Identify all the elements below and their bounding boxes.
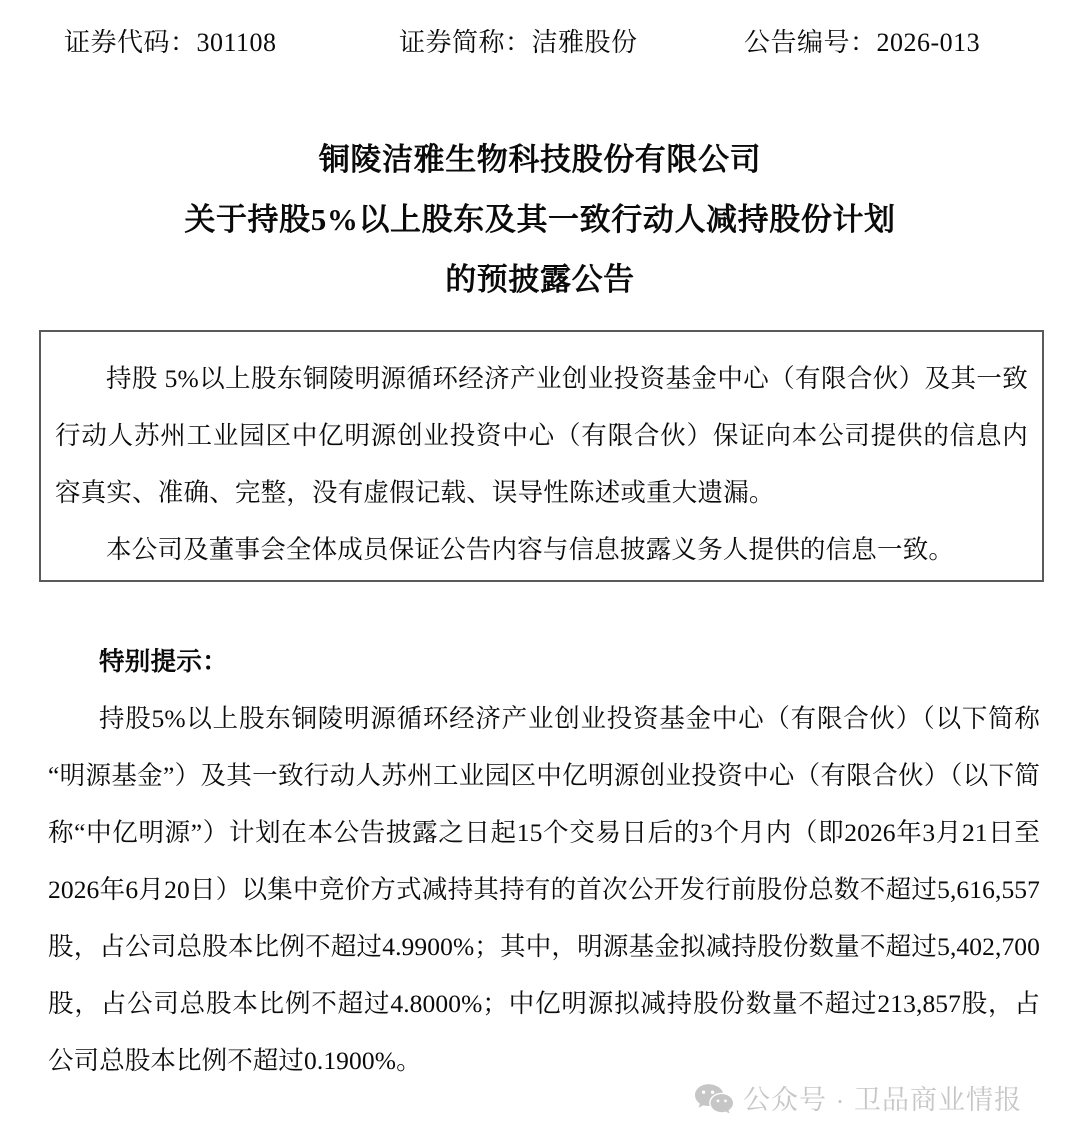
statement-box	[39, 330, 1044, 582]
security-code: 证券代码：301108	[64, 28, 277, 57]
wechat-icon	[694, 1083, 734, 1117]
security-name: 证券简称：洁雅股份	[399, 28, 638, 57]
document-header	[64, 22, 1000, 64]
watermark-text: 公众号 · 卫品商业情报	[743, 1085, 1022, 1115]
title-line-company: 铜陵洁雅生物科技股份有限公司	[318, 142, 762, 177]
special-tip-heading: 特别提示：	[99, 647, 229, 676]
title-line-subject: 关于持股5%以上股东及其一致行动人减持股份计划	[184, 202, 896, 237]
page-title	[60, 130, 1020, 310]
statement-box-inner	[41, 332, 1042, 578]
watermark	[694, 1083, 1022, 1117]
statement-paragraph-shareholder: 持股 5%以上股东铜陵明源循环经济产业创业投资基金中心（有限合伙）及其一致行动人苏州工业园区中亿明源创业投资中心（有限合伙）保证向本公司提供的信息内容真实、准确、完整，没有虚假记载、误导性陈述或重大遗漏。	[55, 364, 1028, 507]
title-line-type: 的预披露公告	[445, 262, 635, 297]
body-content	[48, 633, 1040, 1089]
special-tip-paragraph: 持股5%以上股东铜陵明源循环经济产业创业投资基金中心（有限合伙）（以下简称“明源基金”）及其一致行动人苏州工业园区中亿明源创业投资中心（有限合伙）（以下简称“中亿明源”）计划在本公告披露之日起15个交易日后的3个月内（即2026年3月21日至2026年6月20日）以集中竞价方式减持其持有的首次公开发行前股份总数不超过5,616,557股，占公司总股本比例不超过4.9900%；其中，明源基金拟减持股份数量不超过5,402,700股，占公司总股本比例不超过4.8000%；中亿明源拟减持股份数量不超过213,857股，占公司总股本比例不超过0.1900%。	[48, 704, 1040, 1075]
announcement-number: 公告编号：2026-013	[744, 28, 981, 57]
statement-paragraph-board: 本公司及董事会全体成员保证公告内容与信息披露义务人提供的信息一致。	[106, 535, 955, 564]
